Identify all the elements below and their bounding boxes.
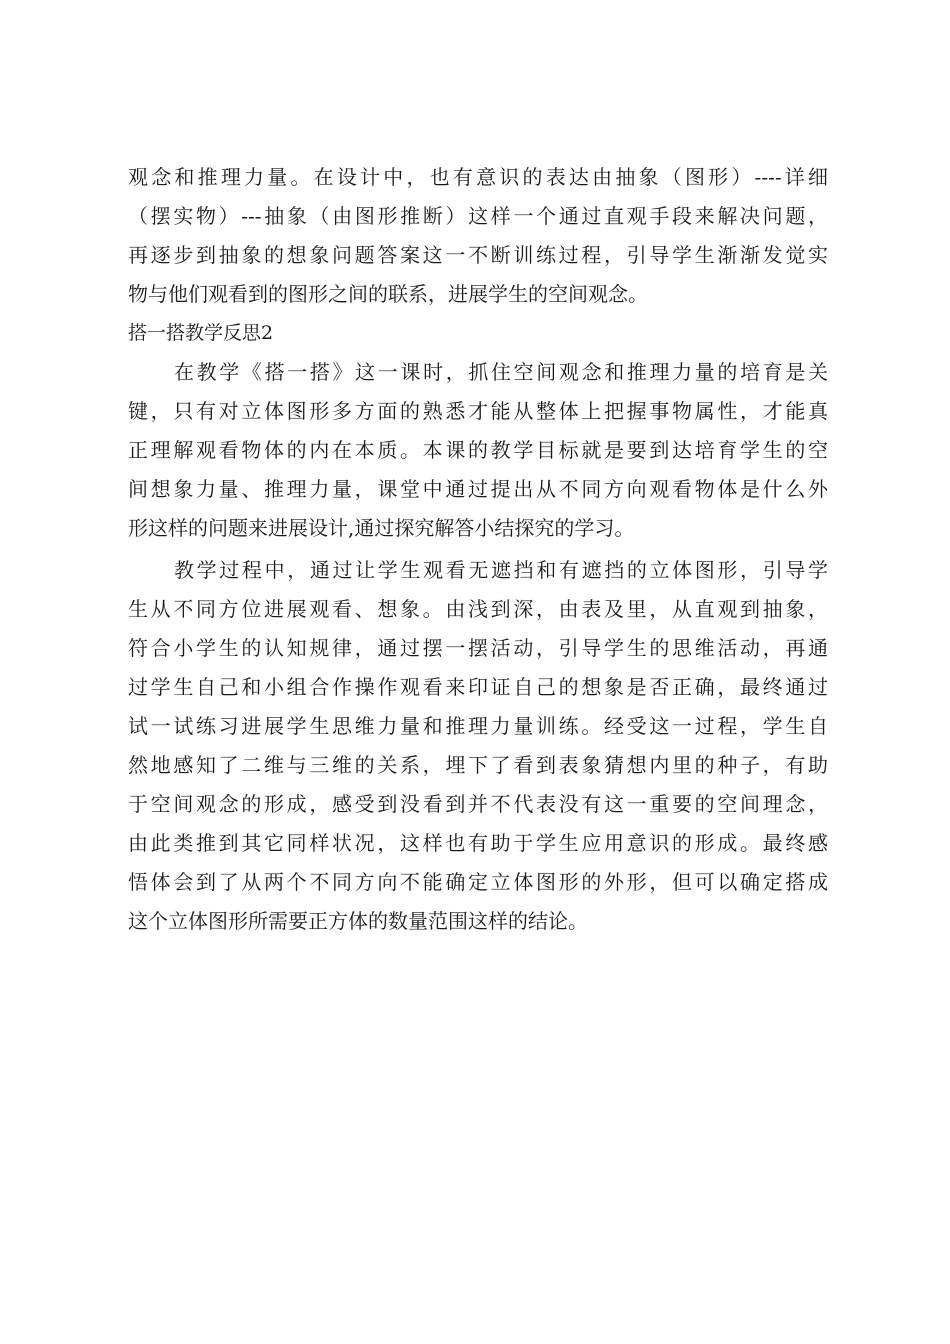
text-line: 试一试练习进展学生思维力量和推理力量训练。经受这一过程，学生自	[128, 714, 828, 738]
text-line: 正理解观看物体的内在本质。本课的教学目标就是要到达培育学生的空	[128, 438, 828, 462]
document-body	[128, 158, 828, 941]
text-line: （摆实物）---抽象（由图形推断）这样一个通过直观手段来解决问题，	[128, 204, 828, 228]
text-line: 教学过程中，通过让学生观看无遮挡和有遮挡的立体图形，引导学	[174, 558, 828, 582]
section-heading: 搭一搭教学反思2	[128, 322, 274, 344]
paragraph-3	[128, 551, 828, 941]
text-line: 键，只有对立体图形多方面的熟悉才能从整体上把握事物属性，才能真	[128, 399, 828, 423]
text-line: 在教学《搭一搭》这一课时，抓住空间观念和推理力量的培育是关	[174, 360, 828, 384]
text-line: 由此类推到其它同样状况，这样也有助于学生应用意识的形成。最终感	[128, 831, 828, 855]
text-line: 过学生自己和小组合作操作观看来印证自己的想象是否正确，最终通过	[128, 675, 828, 699]
text-line: 这个立体图形所需要正方体的数量范围这样的结论。	[128, 909, 588, 933]
text-line: 生从不同方位进展观看、想象。由浅到深，由表及里，从直观到抽象，	[128, 597, 828, 621]
text-line: 符合小学生的认知规律，通过摆一摆活动，引导学生的思维活动，再通	[128, 636, 828, 660]
text-line: 间想象力量、推理力量，课堂中通过提出从不同方向观看物体是什么外	[128, 477, 828, 501]
text-line: 悟体会到了从两个不同方向不能确定立体图形的外形，但可以确定搭成	[128, 870, 828, 894]
paragraph-1	[128, 158, 828, 314]
text-line: 物与他们观看到的图形之间的联系，进展学生的空间观念。	[128, 282, 648, 306]
text-line: 形这样的问题来进展设计,通过探究解答小结探究的学习。	[128, 516, 635, 540]
text-line: 观念和推理力量。在设计中，也有意识的表达由抽象（图形）----详细	[128, 165, 828, 189]
paragraph-2	[128, 353, 828, 548]
text-line: 于空间观念的形成，感受到没看到并不代表没有这一重要的空间理念，	[128, 792, 828, 816]
text-line: 然地感知了二维与三维的关系，埋下了看到表象猜想内里的种子，有助	[128, 753, 828, 777]
text-line: 再逐步到抽象的想象问题答案这一不断训练过程，引导学生渐渐发觉实	[128, 243, 828, 267]
